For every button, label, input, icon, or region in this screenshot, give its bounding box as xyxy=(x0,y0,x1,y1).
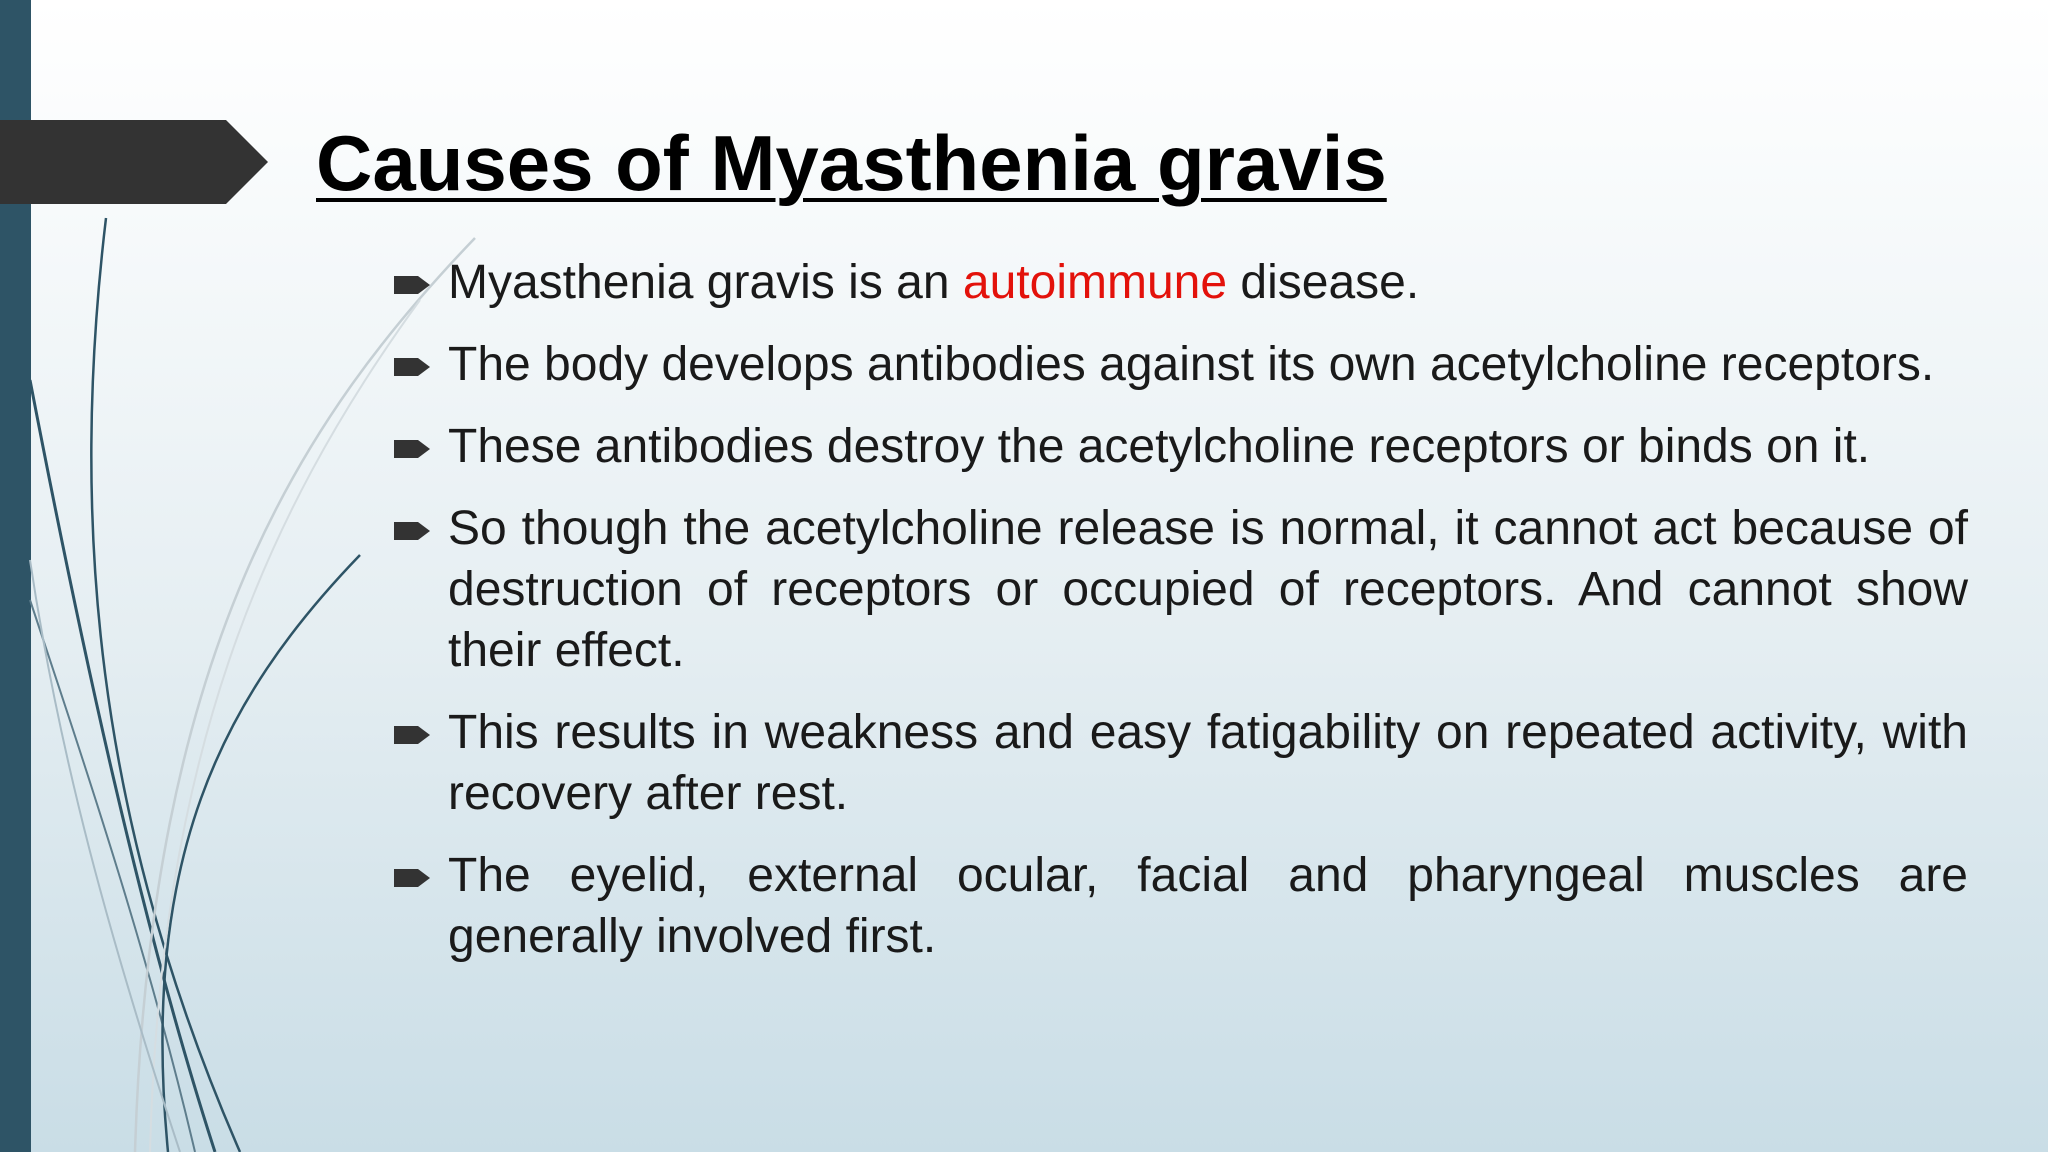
bullet-list xyxy=(390,252,1968,988)
bullet-text: These antibodies destroy the acetylcholine receptors or binds on it. xyxy=(448,420,1871,473)
arrow-bullet-icon xyxy=(394,520,432,542)
bullet-item xyxy=(390,845,1968,967)
bullet-item xyxy=(390,334,1968,395)
bullet-item xyxy=(390,702,1968,824)
title-arrow-shape xyxy=(0,120,268,204)
bullet-item xyxy=(390,416,1968,477)
slide-title: Causes of Myasthenia gravis xyxy=(316,119,1387,207)
bullet-text: This results in weakness and easy fatigability on repeated activity, with recovery after rest. xyxy=(448,706,1968,820)
highlighted-term: autoimmune xyxy=(962,256,1228,309)
bullet-text: Myasthenia gravis is an xyxy=(448,256,963,309)
arrow-bullet-icon xyxy=(394,274,432,296)
bullet-text: So though the acetylcholine release is normal, it cannot act because of destruction of receptors or occupied of receptors. And cannot show their effect. xyxy=(448,502,1968,677)
arrow-bullet-icon xyxy=(394,724,432,746)
bullet-item xyxy=(390,498,1968,681)
bullet-item xyxy=(390,252,1968,313)
arrow-bullet-icon xyxy=(394,438,432,460)
bullet-text: The eyelid, external ocular, facial and pharyngeal muscles are generally involved first. xyxy=(448,849,1968,963)
arrow-bullet-icon xyxy=(394,356,432,378)
arrow-bullet-icon xyxy=(394,867,432,889)
bullet-text: The body develops antibodies against its own acetylcholine receptors. xyxy=(448,338,1935,391)
bullet-text: disease. xyxy=(1227,256,1420,309)
